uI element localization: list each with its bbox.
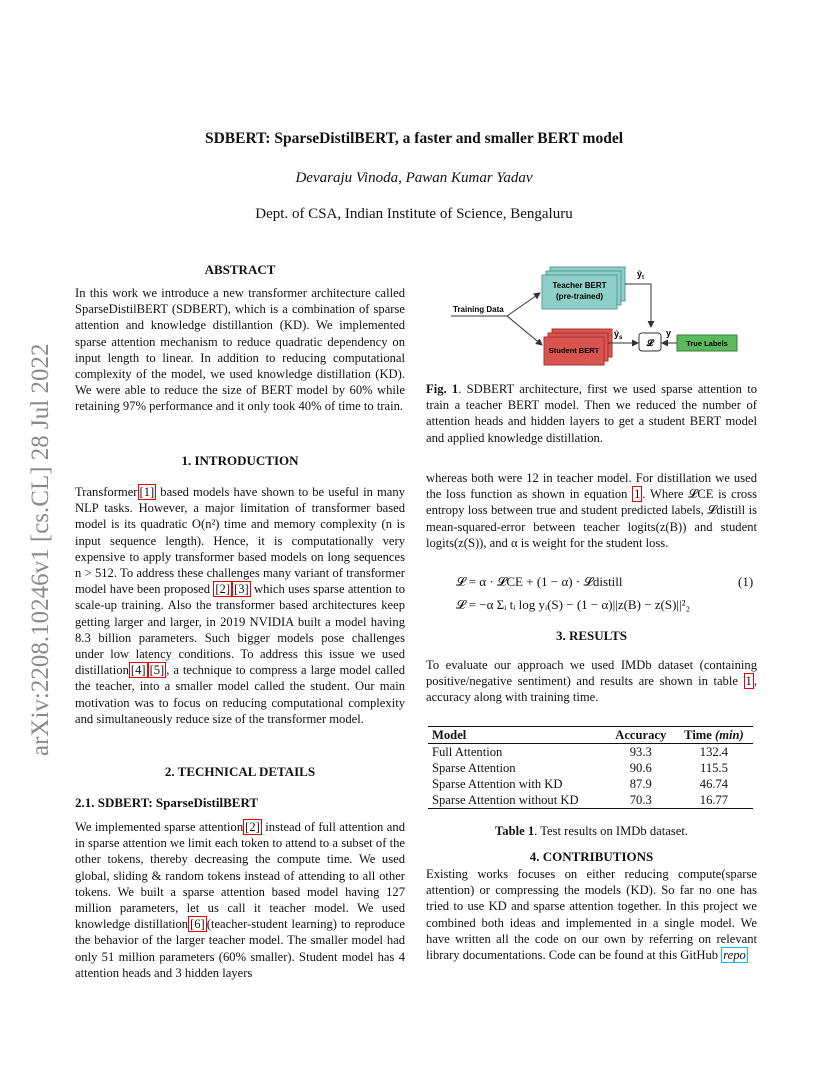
abstract-text: In this work we introduce a new transformer architecture called SparseDistilBERT (SDBERT), which is a combination of sparse attention and knowledge distillantion (KD). We implemented sparse attention mechanism to reduce quadratic dependency on input length to linear. In addition to reducing computational complexity of the model, we used knowledge distillation (KD). We were able to reduce the size of BERT model by 60% while retaining 97% performance and it only took 40% of time to train. — [75, 286, 405, 414]
results-text-part: , accuracy along with training time. — [426, 674, 757, 705]
citation-3[interactable]: [3] — [234, 582, 249, 597]
contributions-text — [426, 866, 757, 963]
distillation-text — [426, 470, 757, 551]
results-text-part: To evaluate our approach we used IMDb dataset (containing positive/negative sentiment) and results are shown in table — [426, 658, 757, 689]
arxiv-id: arXiv:2208.10246v1 [cs.CL] 28 Jul 2022 — [27, 343, 54, 756]
table-caption-text: . Test results on IMDb dataset. — [534, 824, 688, 838]
table-cell: 132.4 — [699, 745, 729, 759]
table-header-row — [428, 727, 753, 744]
student-label: Student BERT — [548, 346, 600, 355]
table-cell: Sparse Attention with KD — [432, 777, 563, 791]
table-row — [428, 760, 753, 776]
table-cell: 70.3 — [629, 793, 652, 807]
contributions-text-part: Existing works focuses on either reducing compute(sparse attention) or compressing the models (KD). So far no one has tried to use KD and sparse attention together. In this project we combined both ideas and implemented in a single model. We have written all the code on our own by referring on relevant library documentations. Code can be found at this GitHub — [426, 867, 757, 963]
table-cell: 16.77 — [699, 793, 729, 807]
paper-title: SDBERT: SparseDistilBERT, a faster and smaller BERT model — [204, 130, 624, 147]
citation-4[interactable]: [4] — [130, 663, 146, 678]
intro-text-part: Transformer — [75, 485, 138, 499]
teacher-label-1: Teacher BERT — [552, 281, 607, 290]
technical-text-part: We implemented sparse attention — [75, 820, 244, 834]
technical-heading: 2. TECHNICAL DETAILS — [164, 764, 316, 779]
results-heading: 3. RESULTS — [555, 628, 628, 643]
table-header — [675, 727, 753, 744]
table-header: Accuracy — [615, 728, 667, 742]
technical-text-part: (teacher-student learning) to reproduce the behavior of the larger teacher model. The smaller model had only 51 million parameters (60% smaller). Student model has 4 attention heads and 3 hidden layers — [75, 917, 405, 980]
table-cell: Sparse Attention without KD — [432, 793, 579, 807]
table-row — [428, 744, 753, 761]
figure-caption-label: Fig. 1 — [426, 382, 459, 396]
technical-text-part: instead of full attention and in sparse attention we limit each token to attend to a subset of the other tokens, thereby decreasing the compute time. We used global, sliding & random tokens instead of attending to all other tokens. We built a sparse attention based model having 127 million parameters, let us call it teacher model. We used knowledge distillation — [75, 820, 405, 932]
training-data-label: Training Data — [453, 305, 504, 314]
arrow-to-student — [507, 316, 542, 345]
intro-text — [75, 484, 405, 727]
technical-text — [75, 819, 405, 981]
table-cell: 90.6 — [629, 761, 652, 775]
table-caption — [426, 823, 757, 839]
equation-line-1: 𝓛 = α · 𝓛CE + (1 − α) · 𝓛distill — [456, 574, 623, 589]
arxiv-stamp — [20, 296, 60, 756]
equation-line-2: 𝓛 = −α Σᵢ tᵢ log yᵢ(S) − (1 − α)||z(B) − z(S)||²₂ — [456, 597, 691, 612]
table-caption-label: Table 1 — [495, 824, 535, 838]
y-label: y — [666, 328, 672, 338]
abstract-heading: ABSTRACT — [204, 262, 276, 277]
distillation-text-part: . Where 𝓛CE is cross entropy loss between true and student predicted labels, 𝓛distill is mean-squared-error between teacher logits(z(B)) and student logits(z(S)), and α is weight for the student loss. — [426, 487, 757, 550]
table-cell: Full Attention — [432, 745, 503, 759]
technical-subheading: 2.1. SDBERT: SparseDistilBERT — [75, 795, 259, 810]
intro-text-part: , a technique to compress a large model called the teacher, into a smaller model called the student. Our main motivation was to focus on reducing computational complexity and simultaneously reduce size of the transformer model. — [75, 663, 405, 726]
results-text — [426, 657, 757, 706]
architecture-diagram — [445, 255, 745, 367]
true-labels-label: True Labels — [686, 339, 728, 348]
yhat-s-label: $ŷ_s$ — [614, 329, 623, 341]
distillation-text-part: whereas both were 12 in teacher model. For distillation we used the loss function as shown in equation — [426, 471, 757, 502]
citation-6[interactable]: [6] — [190, 917, 205, 932]
equation-number: (1) — [738, 574, 754, 589]
table-cell: 46.74 — [699, 777, 729, 791]
table-cell: 93.3 — [629, 745, 652, 759]
figure-caption-text: . SDBERT architecture, first we used sparse attention to train a teacher BERT model. Then we reduced the number of attention heads and hidden layers to get a student BERT model and applied knowledge distillation. — [426, 382, 757, 445]
paper-authors: Devaraju Vinoda, Pawan Kumar Yadav — [295, 170, 533, 186]
teacher-label-2: (pre-trained) — [555, 292, 604, 301]
table-cell: 115.5 — [700, 761, 728, 775]
citation-5[interactable]: [5] — [149, 663, 165, 678]
figure-caption — [426, 381, 757, 446]
intro-text-part: based models have shown to be useful in many NLP tasks. However, a major limitation of transformer based model is its quadratic O(n²) time and memory complexity (n is input sequence length). Hence, it is computationally very expensive to apply transformer based models on long sequences n > 512. To address these challenges many variant of transformer model have been proposed — [75, 485, 405, 597]
citation-1[interactable]: [1] — [139, 485, 155, 499]
table-header-unit: (min) — [715, 728, 744, 742]
repo-link[interactable]: repo — [723, 948, 746, 963]
paper-affiliation: Dept. of CSA, Indian Institute of Science, Bengaluru — [255, 206, 573, 222]
table-row — [428, 792, 753, 809]
citation-2b[interactable]: [2] — [245, 820, 260, 834]
equation-ref[interactable]: 1 — [634, 487, 641, 502]
table-cell: 87.9 — [629, 777, 652, 791]
table-row — [428, 776, 753, 792]
table-header: Model — [432, 728, 467, 742]
table-ref[interactable]: 1 — [745, 674, 752, 689]
table-header-time: Time — [684, 728, 716, 742]
contributions-heading: 4. CONTRIBUTIONS — [529, 849, 654, 864]
yhat-t-label: $ŷ_t$ — [637, 269, 645, 281]
arrow-to-teacher — [507, 293, 540, 316]
intro-text-part: which uses sparse attention to scale-up training. Also the transformer based architectures keep getting larger and larger, in 2019 NVIDIA built a model having 8.3 billion parameters. Such bigger models pose challenges under low latency conditions. To address this issue we used distillation — [75, 582, 405, 678]
loss-symbol: 𝓛 — [646, 339, 654, 349]
intro-heading: 1. INTRODUCTION — [181, 453, 299, 468]
results-table — [428, 726, 753, 809]
citation-2[interactable]: [2] — [215, 582, 231, 597]
table-cell: Sparse Attention — [432, 761, 516, 775]
arrow-teacher-to-loss — [625, 284, 651, 327]
